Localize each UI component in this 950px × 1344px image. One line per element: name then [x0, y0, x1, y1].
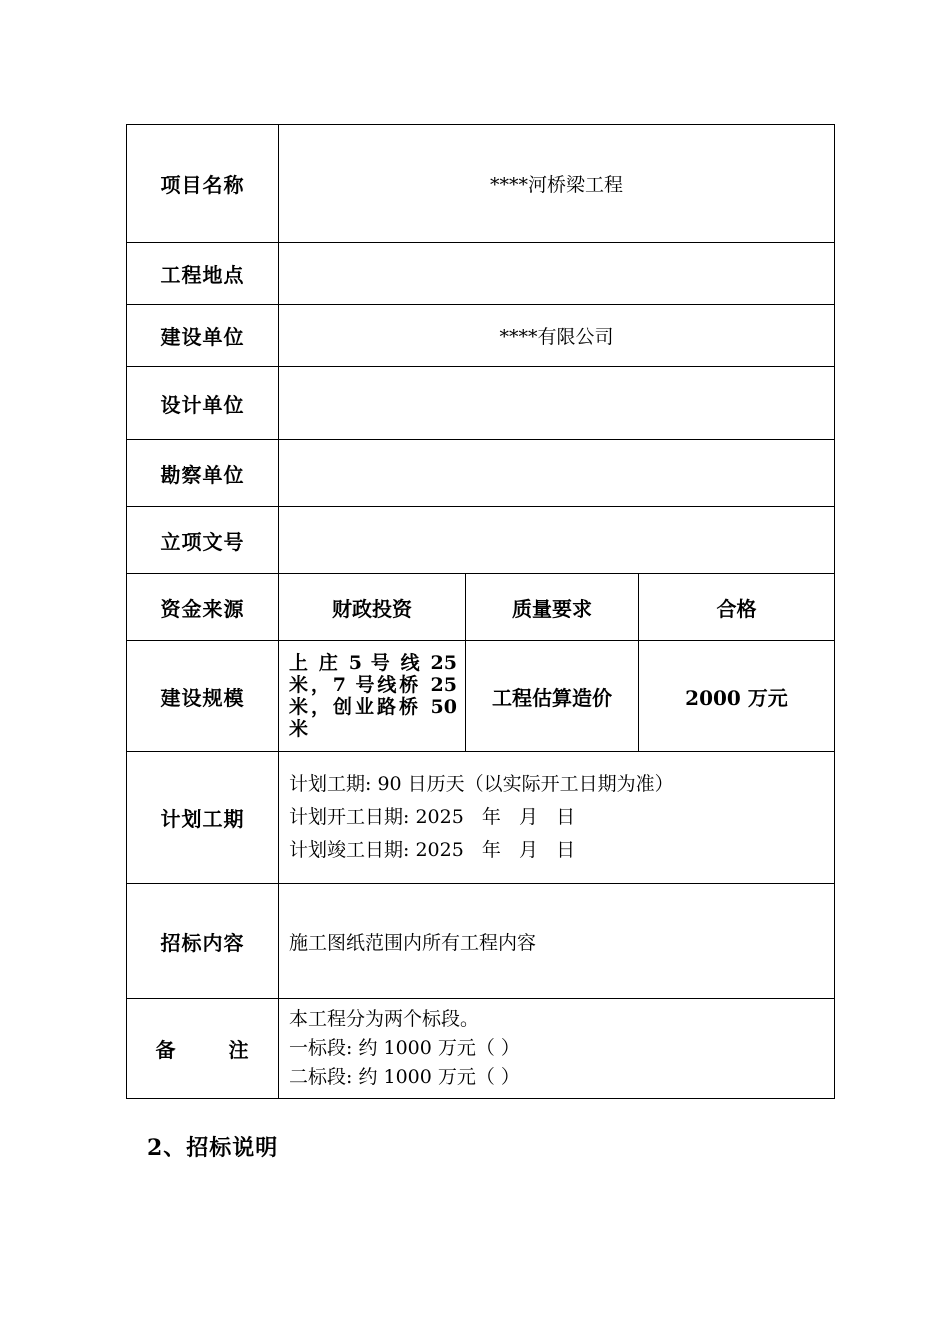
remarks-line: 本工程分为两个标段。	[289, 1008, 480, 1030]
designer-label: 设计单位	[127, 367, 279, 440]
table-row	[127, 243, 835, 305]
remarks-value	[279, 999, 835, 1099]
cost-label: 工程估算造价	[466, 641, 639, 752]
bid-content-value: 施工图纸范围内所有工程内容	[279, 884, 835, 999]
schedule-line: 计划工期: 90 日历天（以实际开工日期为准）	[289, 773, 674, 795]
remarks-label-char: 备	[155, 1038, 177, 1062]
cost-value: 2000 万元	[639, 641, 835, 752]
quality-label: 质量要求	[466, 574, 639, 641]
schedule-line: 计划开工日期: 2025 年 月 日	[289, 806, 576, 828]
section-heading: 2、招标说明	[147, 1135, 279, 1161]
quality-value: 合格	[639, 574, 835, 641]
approval-value	[279, 507, 835, 574]
remarks-label	[127, 999, 279, 1099]
approval-label: 立项文号	[127, 507, 279, 574]
remarks-label-char: 注	[228, 1038, 250, 1062]
project-info-table	[126, 124, 835, 1099]
table-row	[127, 440, 835, 507]
table-row	[127, 884, 835, 999]
table-row	[127, 507, 835, 574]
funding-value: 财政投资	[279, 574, 466, 641]
table-row	[127, 367, 835, 440]
location-value	[279, 243, 835, 305]
scale-line: 米	[289, 718, 309, 740]
schedule-value	[279, 752, 835, 884]
scale-label: 建设规模	[127, 641, 279, 752]
remarks-line: 二标段: 约 1000 万元（ ）	[289, 1066, 520, 1088]
bid-content-label: 招标内容	[127, 884, 279, 999]
table-row	[127, 574, 835, 641]
designer-value	[279, 367, 835, 440]
table-row	[127, 125, 835, 243]
owner-value: ****有限公司	[279, 305, 835, 367]
scale-line: 米，7 号线桥 25	[289, 674, 457, 696]
survey-label: 勘察单位	[127, 440, 279, 507]
scale-line: 米，创业路桥 50	[289, 696, 457, 718]
scale-value	[279, 641, 466, 752]
scale-line: 上 庄 5 号 线 25	[289, 652, 457, 674]
schedule-label: 计划工期	[127, 752, 279, 884]
table-row	[127, 999, 835, 1099]
project-name-label: 项目名称	[127, 125, 279, 243]
table-row	[127, 641, 835, 752]
funding-label: 资金来源	[127, 574, 279, 641]
owner-label: 建设单位	[127, 305, 279, 367]
remarks-line: 一标段: 约 1000 万元（ ）	[289, 1037, 520, 1059]
project-name-value: ****河桥梁工程	[279, 125, 835, 243]
location-label: 工程地点	[127, 243, 279, 305]
schedule-line: 计划竣工日期: 2025 年 月 日	[289, 839, 576, 861]
table-row	[127, 752, 835, 884]
survey-value	[279, 440, 835, 507]
table-row	[127, 305, 835, 367]
